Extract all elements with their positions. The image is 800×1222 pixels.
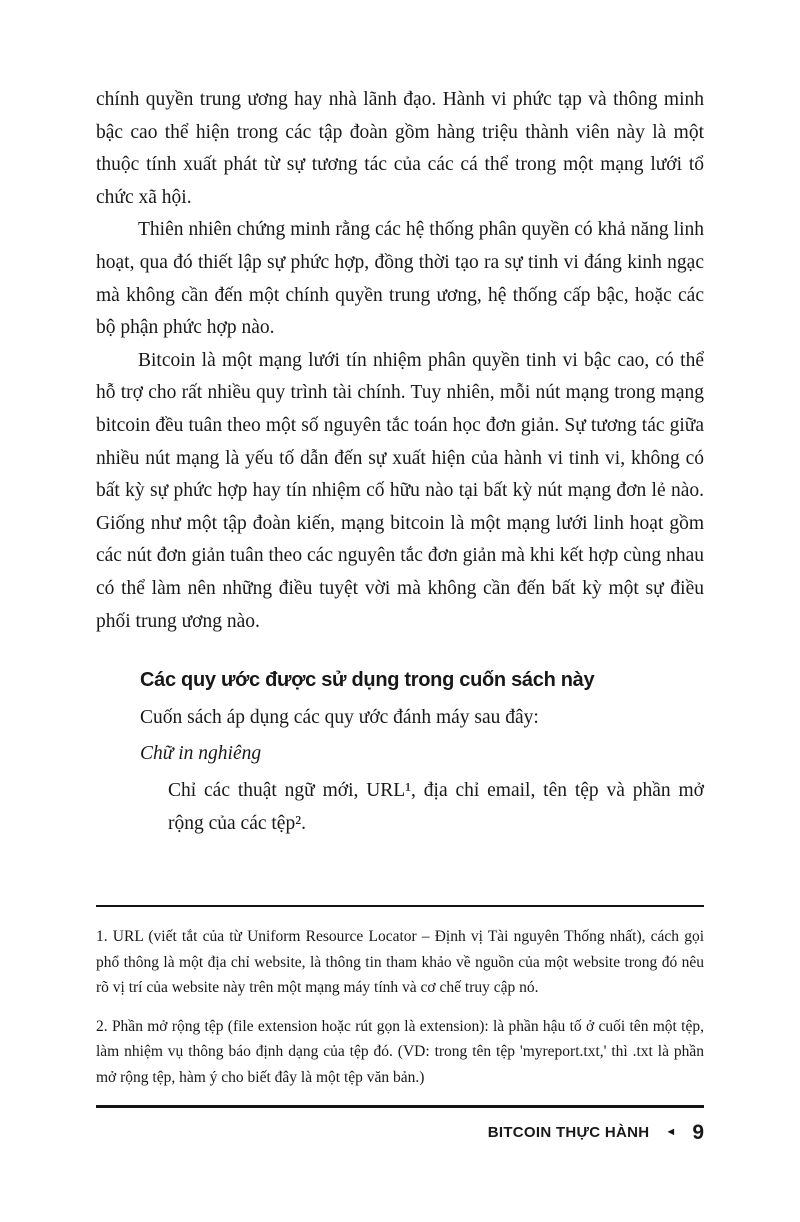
footnote-1: 1. URL (viết tắt của từ Uniform Resource Locator – Định vị Tài nguyên Thống nhất), cách gọi phổ thông là một địa chỉ website, là thông tin tham khảo về nguồn của một website trong đó nêu rõ vị trí của website này trên một mạng máy tính và cơ chế truy cập nó. xyxy=(96,928,704,997)
paragraph: Bitcoin là một mạng lưới tín nhiệm phân quyền tinh vi bậc cao, có thể hỗ trợ cho rất nhiều quy trình tài chính. Tuy nhiên, mỗi nút mạng trong mạng bitcoin đều tuân theo một số nguyên tắc toán học đơn giản. Sự tương tác giữa nhiều nút mạng là yếu tố dẫn đến sự xuất hiện của hành vi tinh vi, không có bất kỳ sự phức hợp hay tín nhiệm cố hữu nào tại bất kỳ nút mạng đơn lẻ nào. Giống như một tập đoàn kiến, mạng bitcoin là một mạng lưới linh hoạt gồm các nút đơn giản tuân theo các nguyên tắc đơn giản mà khi kết hợp cùng nhau có thể làm nên những điều tuyệt vời mà không cần đến bất kỳ một sự điều phối trung ương nào. xyxy=(96,349,704,632)
footnote-separator-rule xyxy=(96,905,704,907)
book-title: BITCOIN THỰC HÀNH xyxy=(487,1124,650,1141)
footnotes-block xyxy=(96,905,704,1104)
convention-term-italic: Chữ in nghiêng xyxy=(140,743,262,765)
section-intro: Cuốn sách áp dụng các quy ước đánh máy sau đây: xyxy=(140,707,539,729)
left-triangle-icon: ◄ xyxy=(665,1126,677,1138)
paragraph-continuation: chính quyền trung ương hay nhà lãnh đạo. Hành vi phức tạp và thông minh bậc cao thể hiện trong các tập đoàn gồm hàng triệu thành viên này là một thuộc tính xuất phát từ sự tương tác của các cá thể trong một mạng lưới tổ chức xã hội. xyxy=(96,89,704,208)
footnote-2: 2. Phần mở rộng tệp (file extension hoặc rút gọn là extension): là phần hậu tố ở cuối tên một tệp, làm nhiệm vụ thông báo định dạng của tệp đó. (VD: trong tên tệp 'myreport.txt,' thì .txt là phần mở rộng tệp, hàm ý cho biết đây là một tệp văn bản.) xyxy=(96,1017,704,1086)
section-heading: Các quy ước được sử dụng trong cuốn sách này xyxy=(140,669,595,692)
convention-definition: Chỉ các thuật ngữ mới, URL¹, địa chỉ email, tên tệp và phần mở rộng của các tệp². xyxy=(168,780,704,835)
page-number: 9 xyxy=(692,1120,704,1144)
page-footer xyxy=(96,1105,704,1145)
footer-line xyxy=(96,1121,704,1145)
paragraph: Thiên nhiên chứng minh rằng các hệ thống phân quyền có khả năng linh hoạt, qua đó thiết lập sự phức hợp, đồng thời tạo ra sự tinh vi đáng kinh ngạc mà không cần đến một chính quyền trung ương, hệ thống cấp bậc, hoặc các bộ phận phức hợp nào. xyxy=(96,219,704,339)
body-text-block xyxy=(96,84,704,638)
footer-rule xyxy=(96,1105,704,1108)
